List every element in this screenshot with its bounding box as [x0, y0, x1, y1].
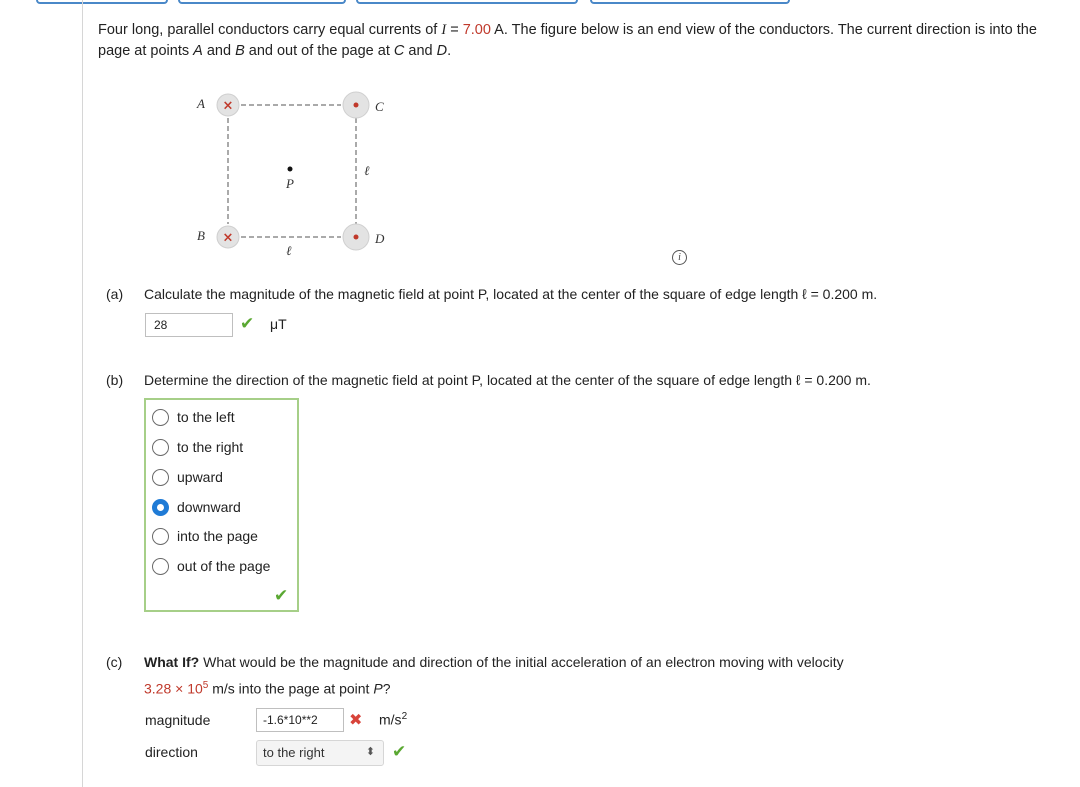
label-c: C — [375, 99, 384, 114]
top-tab[interactable] — [36, 0, 168, 4]
out-of-page-icon — [354, 103, 359, 108]
left-rule — [82, 0, 83, 787]
point-p — [288, 167, 293, 172]
magnitude-label: magnitude — [145, 712, 211, 728]
part-a-question: (a) Calculate the magnitude of the magnetic field at point P, located at the center of the square of edge length ℓ = 0.200 m. — [106, 286, 878, 302]
label-d: D — [375, 231, 385, 246]
part-b-options — [144, 398, 299, 612]
label-edge-bottom: ℓ — [286, 243, 292, 258]
option-upward[interactable]: upward — [152, 466, 223, 488]
option-out-of-the-page[interactable]: out of the page — [152, 555, 270, 577]
magnitude-input[interactable]: -1.6*10**2 — [256, 708, 344, 732]
top-tab[interactable] — [356, 0, 578, 4]
option-to-the-right[interactable]: to the right — [152, 436, 243, 458]
radio-button[interactable] — [152, 558, 169, 575]
radio-button[interactable] — [152, 409, 169, 426]
option-to-the-left[interactable]: to the left — [152, 406, 235, 428]
problem-statement: Four long, parallel conductors carry equal currents of I = 7.00 A. The figure below is an end view of the conductors. The current direction is into the page at points A and B and out of the page at C and D. — [98, 22, 1037, 59]
radio-button-selected[interactable] — [152, 499, 169, 516]
option-downward[interactable]: downward — [152, 496, 241, 518]
part-c-question: (c) What If? What would be the magnitude and direction of the initial acceleration of an electron moving with velocity $3.28 \times 10^5$ m/s into the page at point P? — [106, 654, 844, 697]
radio-button[interactable] — [152, 528, 169, 545]
top-tab[interactable] — [178, 0, 346, 4]
into-page-icon: × — [222, 230, 234, 246]
conductor-figure — [185, 88, 415, 263]
label-a: A — [197, 96, 205, 111]
label-b: B — [197, 228, 205, 243]
top-tab[interactable] — [590, 0, 790, 4]
label-p: P — [286, 176, 294, 191]
part-b-question: (b) Determine the direction of the magnetic field at point P, located at the center of the square of edge length ℓ = 0.200 m. — [106, 372, 871, 388]
select-arrows-icon: ⬍ — [365, 746, 375, 758]
correct-check-icon: ✔ — [274, 586, 289, 605]
correct-check-icon: ✔ — [392, 742, 407, 761]
info-icon[interactable]: i — [672, 250, 687, 265]
correct-check-icon: ✔ — [240, 314, 255, 333]
option-into-the-page[interactable]: into the page — [152, 525, 258, 547]
part-a-unit: μT — [270, 316, 287, 332]
direction-select[interactable]: to the right ⬍ — [256, 740, 384, 766]
part-a-answer-input[interactable]: 28 — [145, 313, 233, 337]
incorrect-cross-icon: ✖ — [349, 712, 363, 729]
direction-label: direction — [145, 744, 198, 760]
out-of-page-icon — [354, 235, 359, 240]
into-page-icon: × — [222, 98, 234, 114]
magnitude-unit: $m/s^2$ — [379, 711, 408, 728]
label-edge-right: ℓ — [364, 163, 370, 178]
radio-button[interactable] — [152, 439, 169, 456]
radio-button[interactable] — [152, 469, 169, 486]
